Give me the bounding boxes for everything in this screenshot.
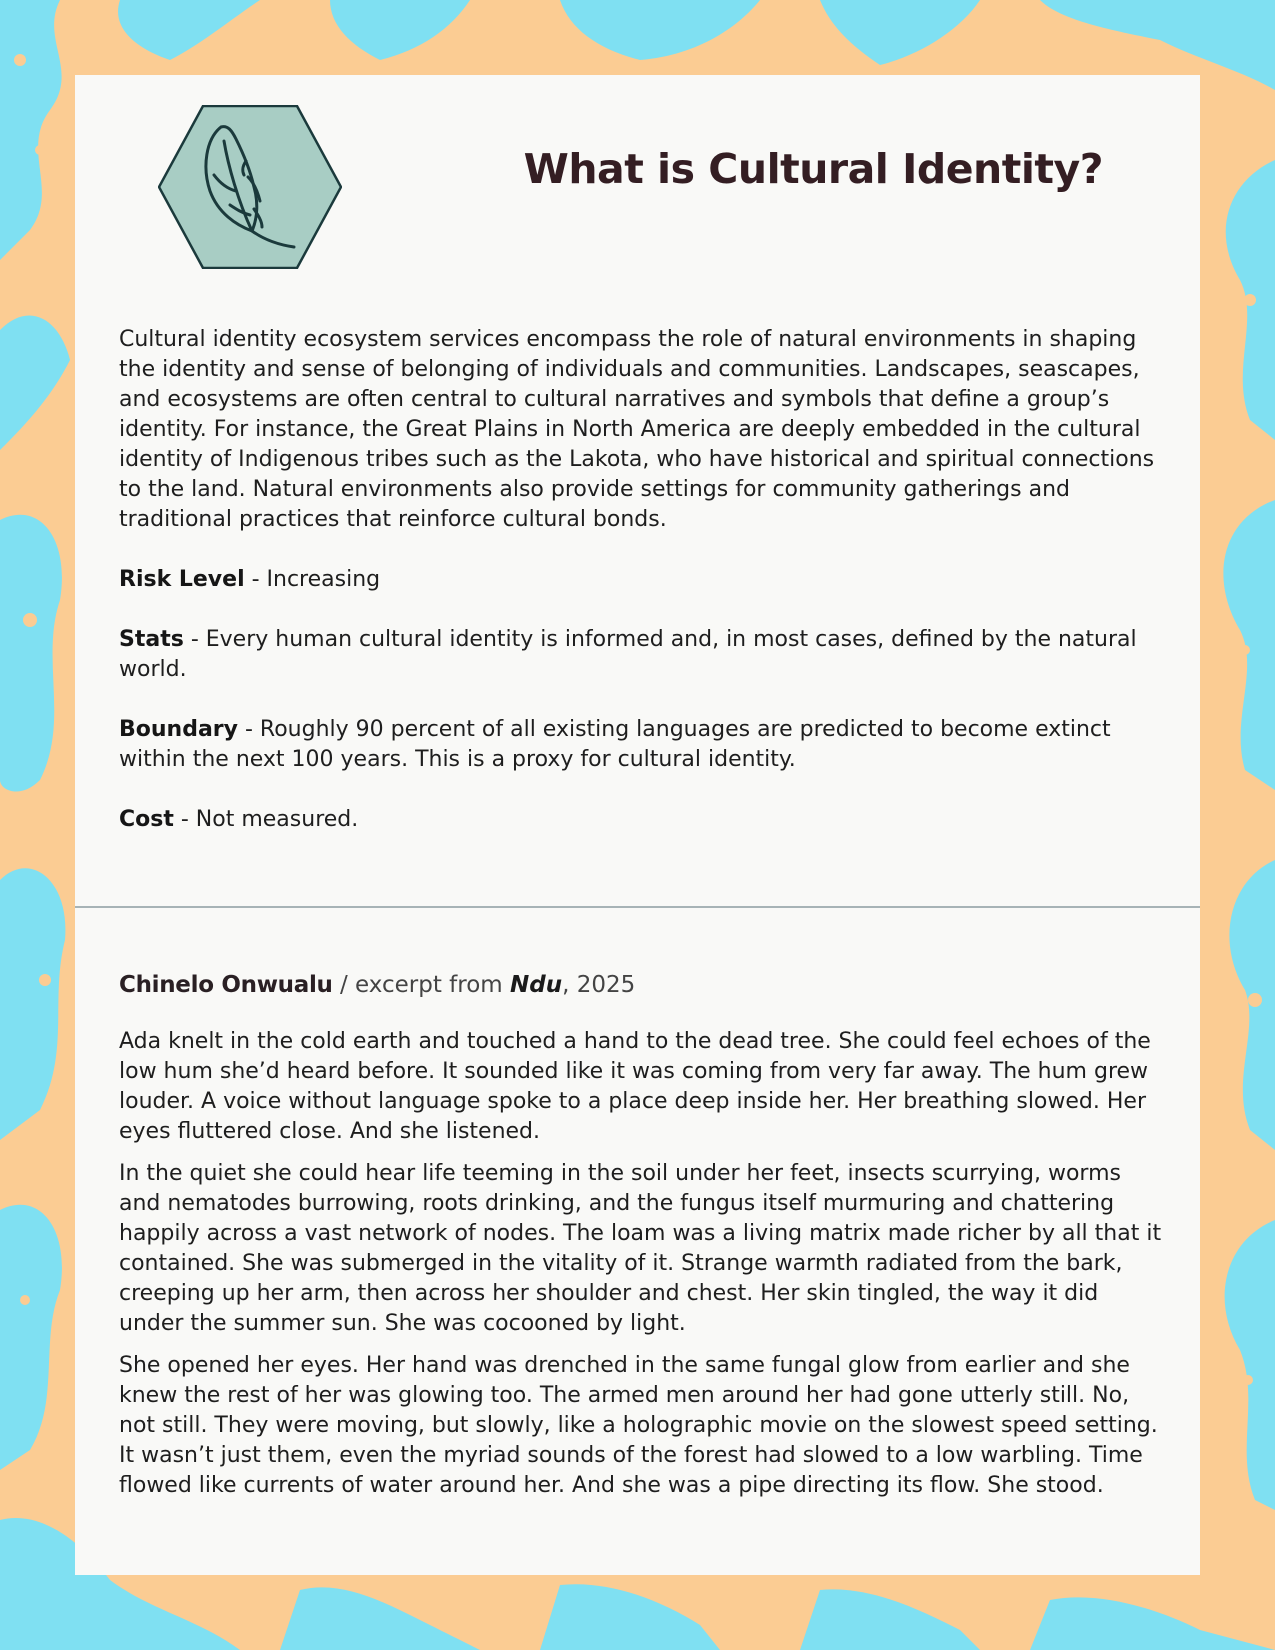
page-title: What is Cultural Identity? (523, 145, 1103, 193)
feather-hexagon-icon (158, 105, 342, 269)
fact-label: Risk Level (119, 567, 245, 592)
fact-risk-level (119, 565, 1164, 595)
excerpt-byline (119, 972, 635, 998)
fact-stats (119, 625, 1164, 685)
fact-label: Cost (119, 807, 174, 832)
fact-text: - Roughly 90 percent of all existing languages are predicted to become extinct within the next 100 years. This is a proxy for cultural identity. (119, 717, 1111, 772)
story-paragraph: Ada knelt in the cold earth and touched a hand to the dead tree. She could feel echoes of the low hum she’d heard before. It sounded like it was coming from very far away. The hum grew louder. A voice without language spoke to a place deep inside her. Her breathing slowed. Her eyes fluttered close. And she listened. (119, 1029, 1151, 1144)
section-divider (75, 906, 1200, 908)
description-section (119, 325, 1164, 865)
story-excerpt (119, 1027, 1164, 1513)
book-title: Ndu (510, 972, 563, 998)
fact-text: - Not measured. (173, 807, 359, 832)
fact-label: Stats (119, 627, 184, 652)
byline-separator: / (332, 972, 356, 998)
fact-cost (119, 805, 1164, 835)
fact-text: - Every human cultural identity is informed and, in most cases, defined by the natural world. (119, 627, 1137, 682)
fact-label: Boundary (119, 717, 238, 742)
author-name: Chinelo Onwualu (119, 972, 333, 998)
excerpt-label: excerpt from (355, 972, 510, 998)
story-paragraph: In the quiet she could hear life teeming in the soil under her feet, insects scurrying, worms and nematodes burrowing, roots drinking, and the fungus itself murmuring and chattering happily across a vast network of nodes. The loam was a living matrix made richer by all that it contained. She was submerged in the vitality of it. Strange warmth radiated from the bark, creeping up her arm, then across her shoulder and chest. Her skin tingled, the way it did under the summer sun. She was cocooned by light. (119, 1161, 1162, 1336)
intro-paragraph: Cultural identity ecosystem services encompass the role of natural environments in shaping the identity and sense of belonging of individuals and communities. Landscapes, seascapes, and ecosystems are often central to cultural narratives and symbols that define a group’s identity. For instance, the Great Plains in North America are deeply embedded in the cultural identity of Indigenous tribes such as the Lakota, who have historical and spiritual connections to the land. Natural environments also provide settings for community gatherings and traditional practices that reinforce cultural bonds. (119, 327, 1155, 532)
fact-boundary (119, 715, 1164, 775)
content-panel (75, 75, 1200, 1575)
story-paragraph: She opened her eyes. Her hand was drenched in the same fungal glow from earlier and she knew the rest of her was glowing too. The armed men around her had gone utterly still. No, not still. They were moving, but slowly, like a holographic movie on the slowest speed setting. It wasn’t just them, even the myriad sounds of the forest had slowed to a low warbling. Time flowed like currents of water around her. And she was a pipe directing its flow. She stood. (119, 1353, 1158, 1498)
fact-text: - Increasing (244, 567, 381, 592)
publication-year: , 2025 (562, 972, 636, 998)
